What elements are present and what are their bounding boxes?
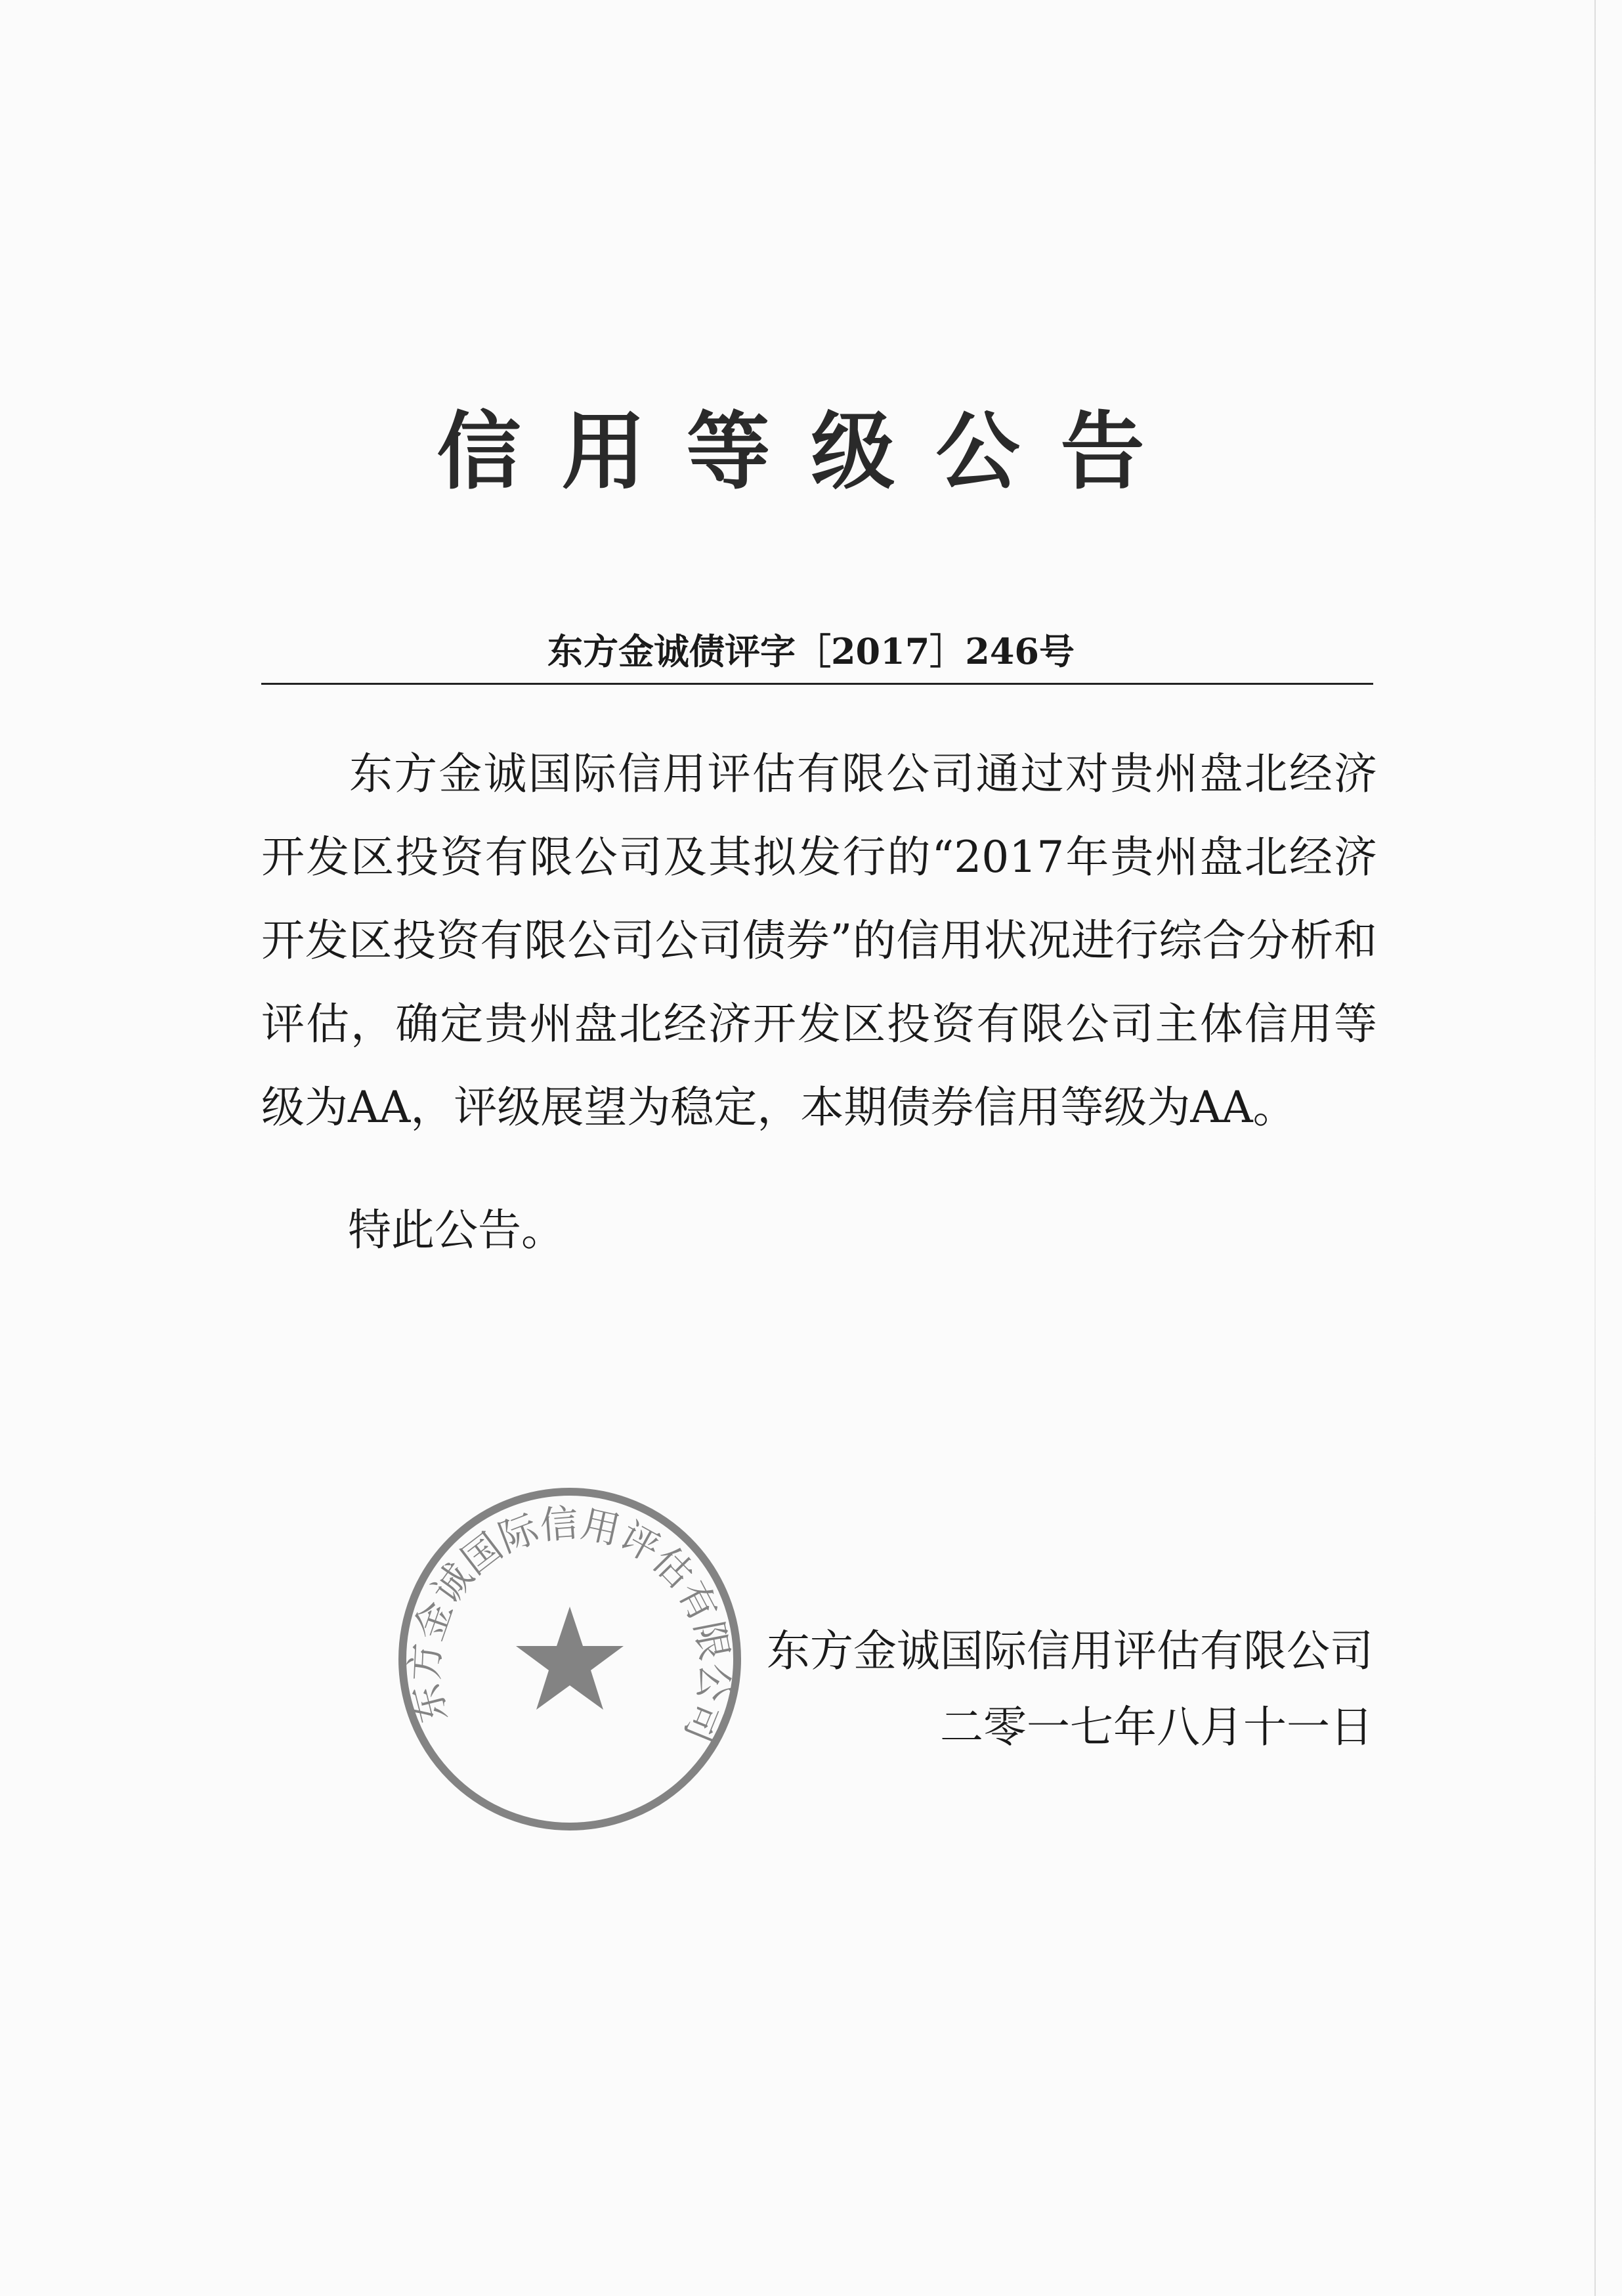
header-divider xyxy=(261,683,1373,685)
document-content xyxy=(261,732,1377,1765)
closing-text: 特此公告。 xyxy=(348,1205,565,1255)
company-seal xyxy=(393,1482,747,1836)
document-number: 东方金诚债评字［2017］246号 xyxy=(547,630,1075,672)
signature-block xyxy=(402,1500,1373,1765)
signature-company: 东方金诚国际信用评估有限公司 xyxy=(767,1626,1373,1676)
seal-text: 东方金诚国际信用评估有限公司 xyxy=(402,1500,738,1749)
star-icon xyxy=(516,1607,624,1710)
scan-edge xyxy=(1594,0,1596,2296)
document-title: 信用等级公告 xyxy=(437,403,1185,501)
signature-date: 二零一七年八月十一日 xyxy=(940,1702,1373,1752)
announcement-body: 东方金诚国际信用评估有限公司通过对贵州盘北经济开发区投资有限公司及其拟发行的“2017年贵州盘北经济开发区投资有限公司公司债券”的信用状况进行综合分析和评估，确定贵州盘北经济开发区投资有限公司主体信用等级为AA，评级展望为稳定，本期债券信用等级为AA。 xyxy=(261,748,1377,1133)
